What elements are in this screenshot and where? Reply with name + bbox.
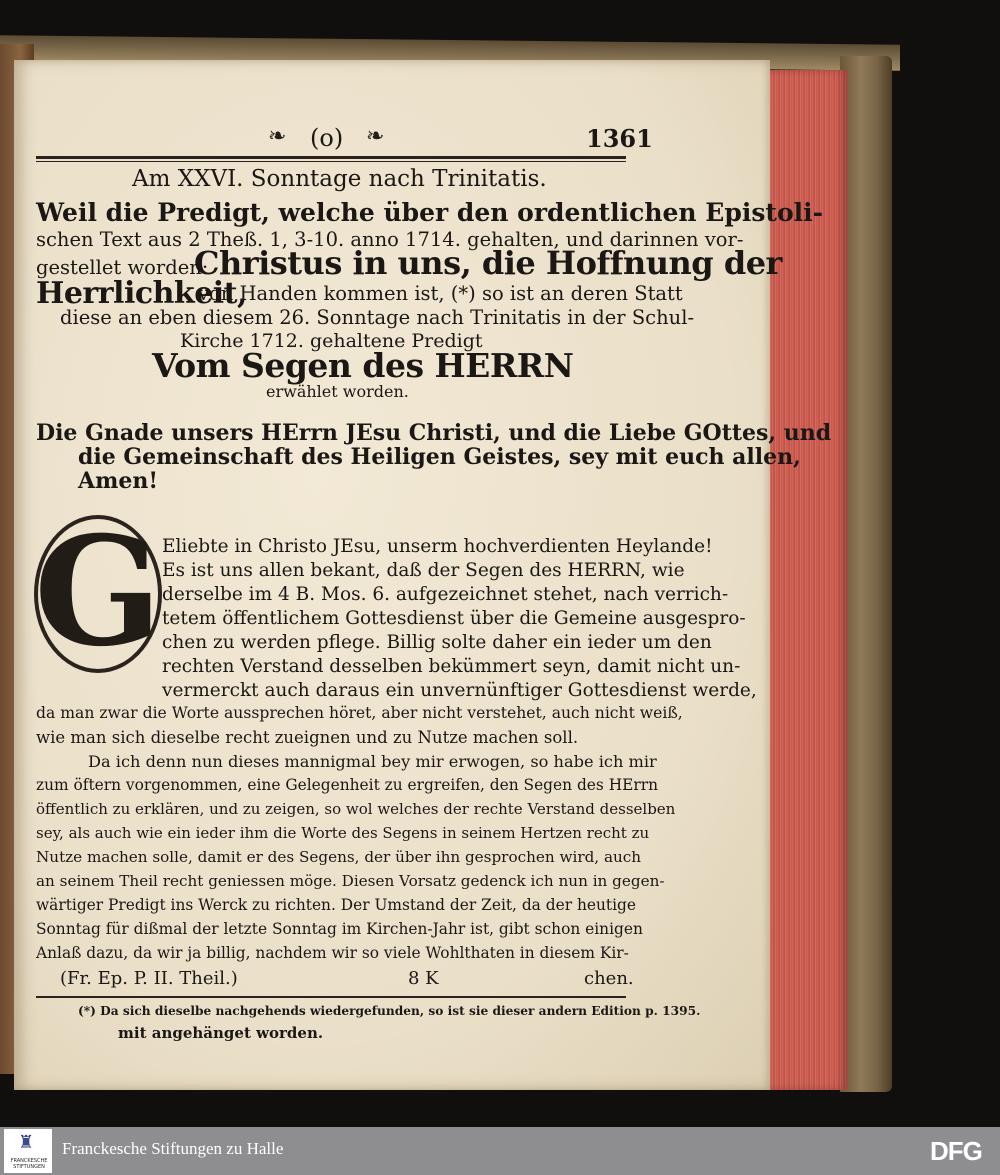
title-line-5b: von Handen kommen ist, (*) so ist an deren Statt: [198, 282, 683, 305]
greeting-line-2: die Gemeinschaft des Heiligen Geistes, sey mit euch allen,: [78, 444, 801, 470]
title-line-2: Weil die Predigt, welche über den ordentlichen Epistoli-: [36, 198, 823, 227]
institution-name[interactable]: Franckesche Stiftungen zu Halle: [62, 1139, 284, 1158]
ornament-left-icon: ❧: [268, 124, 287, 149]
body-line: da man zwar die Worte aussprechen höret, aber nicht verstehet, auch nicht weiß,: [36, 704, 683, 722]
title-sunday: Am XXVI. Sonntage nach Trinitatis.: [132, 166, 547, 192]
body-line: Es ist uns allen bekant, daß der Segen des HERRN, wie: [162, 560, 685, 581]
body-line: wie man sich dieselbe recht zueignen und zu Nutze machen soll.: [36, 728, 579, 747]
body-line: sey, als auch wie ein ieder ihm die Worte des Segens in seinem Hertzen recht zu: [36, 824, 650, 842]
footnote-rule: [36, 996, 626, 998]
stiftungen-logo-icon: ♜: [18, 1132, 35, 1153]
title-line-3: schen Text aus 2 Theß. 1, 3-10. anno 1714. gehalten, und darinnen vor-: [36, 228, 744, 251]
title-heading-herrlichkeit: Herrlichkeit,: [36, 276, 247, 311]
title-heading-christus: Christus in uns, die Hoffnung der: [194, 244, 782, 282]
body-line: öffentlich zu erklären, und zu zeigen, so wol welches der rechte Verstand desselben: [36, 800, 676, 818]
greeting-line-1: Die Gnade unsers HErrn JEsu Christi, und die Liebe GOttes, und: [36, 420, 832, 446]
body-line: derselbe im 4 B. Mos. 6. aufgezeichnet stehet, nach verrich-: [162, 584, 729, 605]
logo-text: FRANCKESCHE STIFTUNGEN: [10, 1158, 48, 1170]
title-line-9: erwählet worden.: [266, 382, 409, 401]
body-line: Da ich denn nun dieses mannigmal bey mir erwogen, so habe ich mir: [88, 752, 657, 771]
catchword: chen.: [584, 968, 634, 989]
header-center-mark: (o): [310, 124, 344, 152]
signature-mark: (Fr. Ep. P. II. Theil.): [60, 968, 238, 989]
title-line-4a: gestellet worden:: [36, 256, 209, 279]
body-line: Anlaß dazu, da wir ja billig, nachdem wir so viele Wohlthaten in diesem Kir-: [36, 944, 629, 962]
footnote-line-1: (*) Da sich dieselbe nachgehends wiedergefunden, so ist sie dieser andern Edition p. 1395.: [78, 1004, 701, 1018]
body-line: tetem öffentlichem Gottesdienst über die Gemeine ausgespro-: [162, 608, 746, 629]
ornament-right-icon: ❧: [366, 124, 385, 149]
body-line: rechten Verstand desselben bekümmert seyn, damit nicht un-: [162, 656, 741, 677]
body-line: Nutze machen solle, damit er des Segens, der über ihn gesprochen wird, auch: [36, 848, 642, 866]
body-line: Eliebte in Christo JEsu, unserm hochverdienten Heylande!: [162, 536, 713, 557]
header-rule: [36, 156, 626, 159]
title-line-6: diese an eben diesem 26. Sonntage nach Trinitatis in der Schul-: [60, 306, 695, 329]
title-line-7: Kirche 1712. gehaltene Predigt: [180, 330, 483, 352]
gathering-mark: 8 K: [408, 968, 439, 989]
footnote-line-2: mit angehänget worden.: [118, 1024, 324, 1042]
body-line: Sonntag für dißmal der letzte Sonntag im Kirchen-Jahr ist, gibt schon einigen: [36, 920, 643, 938]
body-line: wärtiger Predigt ins Werck zu richten. Der Umstand der Zeit, da der heutige: [36, 896, 636, 914]
decorated-initial: G: [34, 504, 163, 680]
page-number: 1361: [586, 124, 653, 153]
body-line: vermerckt auch daraus ein unvernünftiger Gottesdienst werde,: [162, 680, 757, 701]
body-line: chen zu werden pflege. Billig solte daher ein ieder um den: [162, 632, 712, 653]
dfg-logo[interactable]: DFG: [930, 1136, 982, 1166]
body-line: zum öftern vorgenommen, eine Gelegenheit zu ergreifen, den Segen des HErrn: [36, 776, 658, 794]
header-rule-thin: [36, 161, 626, 162]
body-line: an seinem Theil recht geniessen möge. Diesen Vorsatz gedenck ich nun in gegen-: [36, 872, 665, 890]
greeting-line-3: Amen!: [78, 468, 158, 494]
sermon-title: Vom Segen des HERRN: [152, 346, 574, 385]
